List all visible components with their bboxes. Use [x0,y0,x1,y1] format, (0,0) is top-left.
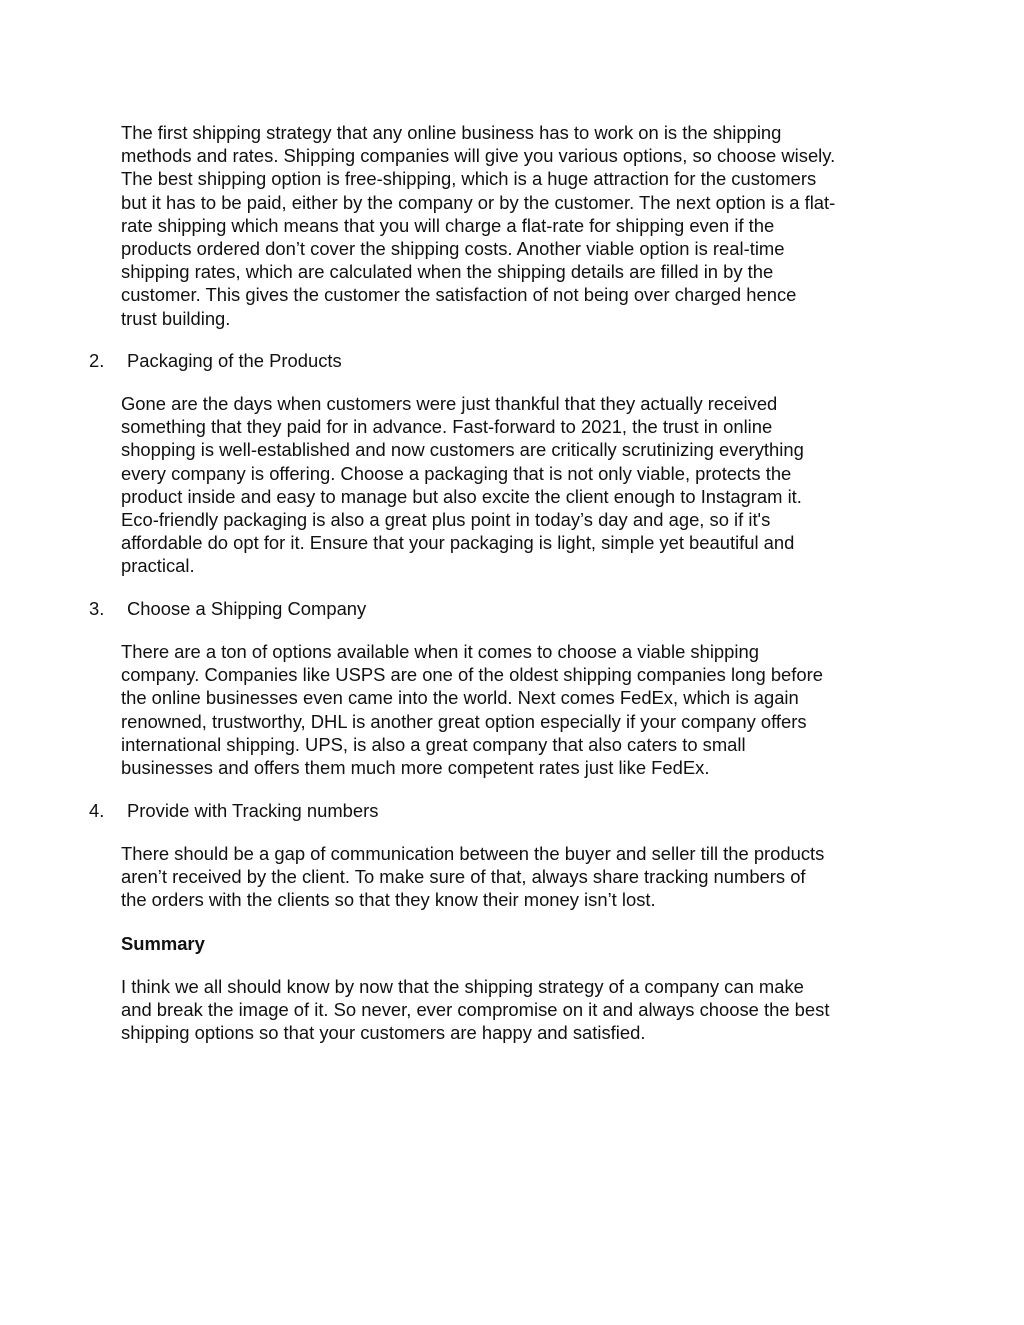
text-line: practical. [121,555,195,577]
text-line: There should be a gap of communication between the buyer and seller till the products [121,843,825,864]
section-title: Packaging of the Products [127,350,342,371]
text-line: methods and rates. Shipping companies will give you various options, so choose wisely. [121,145,836,167]
text-line: the orders with the clients so that they know their money isn’t lost. [121,889,656,911]
text-line: affordable do opt for it. Ensure that your packaging is light, simple yet beautiful and [121,532,795,554]
text-line: shipping rates, which are calculated when the shipping details are filled in by the [121,261,774,283]
section-heading-shipping-company [89,597,366,620]
text-line: There are a ton of options available when it comes to choose a viable shipping [121,641,759,662]
text-line: international shipping. UPS, is also a great company that also caters to small [121,733,746,755]
text-line: Eco-friendly packaging is also a great plus point in today’s day and age, so if it's [121,509,771,531]
text-line: and break the image of it. So never, ever compromise on it and always choose the best [121,999,830,1021]
text-line: shopping is well-established and now customers are critically scrutinizing everything [121,439,804,461]
text-line: aren’t received by the client. To make sure of that, always share tracking numbers of [121,866,806,888]
text-line: The first shipping strategy that any online business has to work on is the shipping [121,122,782,143]
section-number: 4. [89,800,105,821]
text-line: trust building. [121,307,231,329]
text-line: businesses and offers them much more competent rates just like FedEx. [121,757,710,779]
text-line: customer. This gives the customer the satisfaction of not being over charged hence [121,284,797,306]
text-line: something that they paid for in advance. Fast-forward to 2021, the trust in online [121,416,773,438]
shipping-company-paragraph [121,640,911,779]
text-line: I think we all should know by now that the shipping strategy of a company can make [121,976,804,997]
section-heading-tracking [89,799,378,822]
text-line: rate shipping which means that you will charge a flat-rate for shipping even if the [121,214,775,236]
text-line: The best shipping option is free-shipping, which is a huge attraction for the customers [121,168,817,190]
text-line: Gone are the days when customers were just thankful that they actually received [121,393,778,414]
text-line: renowned, trustworthy, DHL is another great option especially if your company offers [121,710,807,732]
section-number: 2. [89,350,105,371]
section-title: Choose a Shipping Company [127,598,367,619]
text-line: product inside and easy to manage but also excite the client enough to Instagram it. [121,485,802,507]
section-heading-packaging [89,349,342,372]
section-number: 3. [89,598,105,619]
text-line: shipping options so that your customers are happy and satisfied. [121,1022,646,1044]
section-title: Provide with Tracking numbers [127,800,379,821]
summary-heading: Summary [121,933,205,954]
tracking-paragraph [121,842,911,912]
text-line: company. Companies like USPS are one of the oldest shipping companies long before [121,664,823,686]
packaging-paragraph [121,392,911,578]
text-line: every company is offering. Choose a packaging that is not only viable, protects the [121,462,792,484]
text-line: the online businesses even came into the world. Next comes FedEx, which is again [121,687,799,709]
text-line: products ordered don’t cover the shipping costs. Another viable option is real-time [121,238,785,260]
summary-paragraph [121,975,911,1045]
intro-paragraph [121,121,911,330]
text-line: but it has to be paid, either by the company or by the customer. The next option is a flat- [121,191,836,213]
